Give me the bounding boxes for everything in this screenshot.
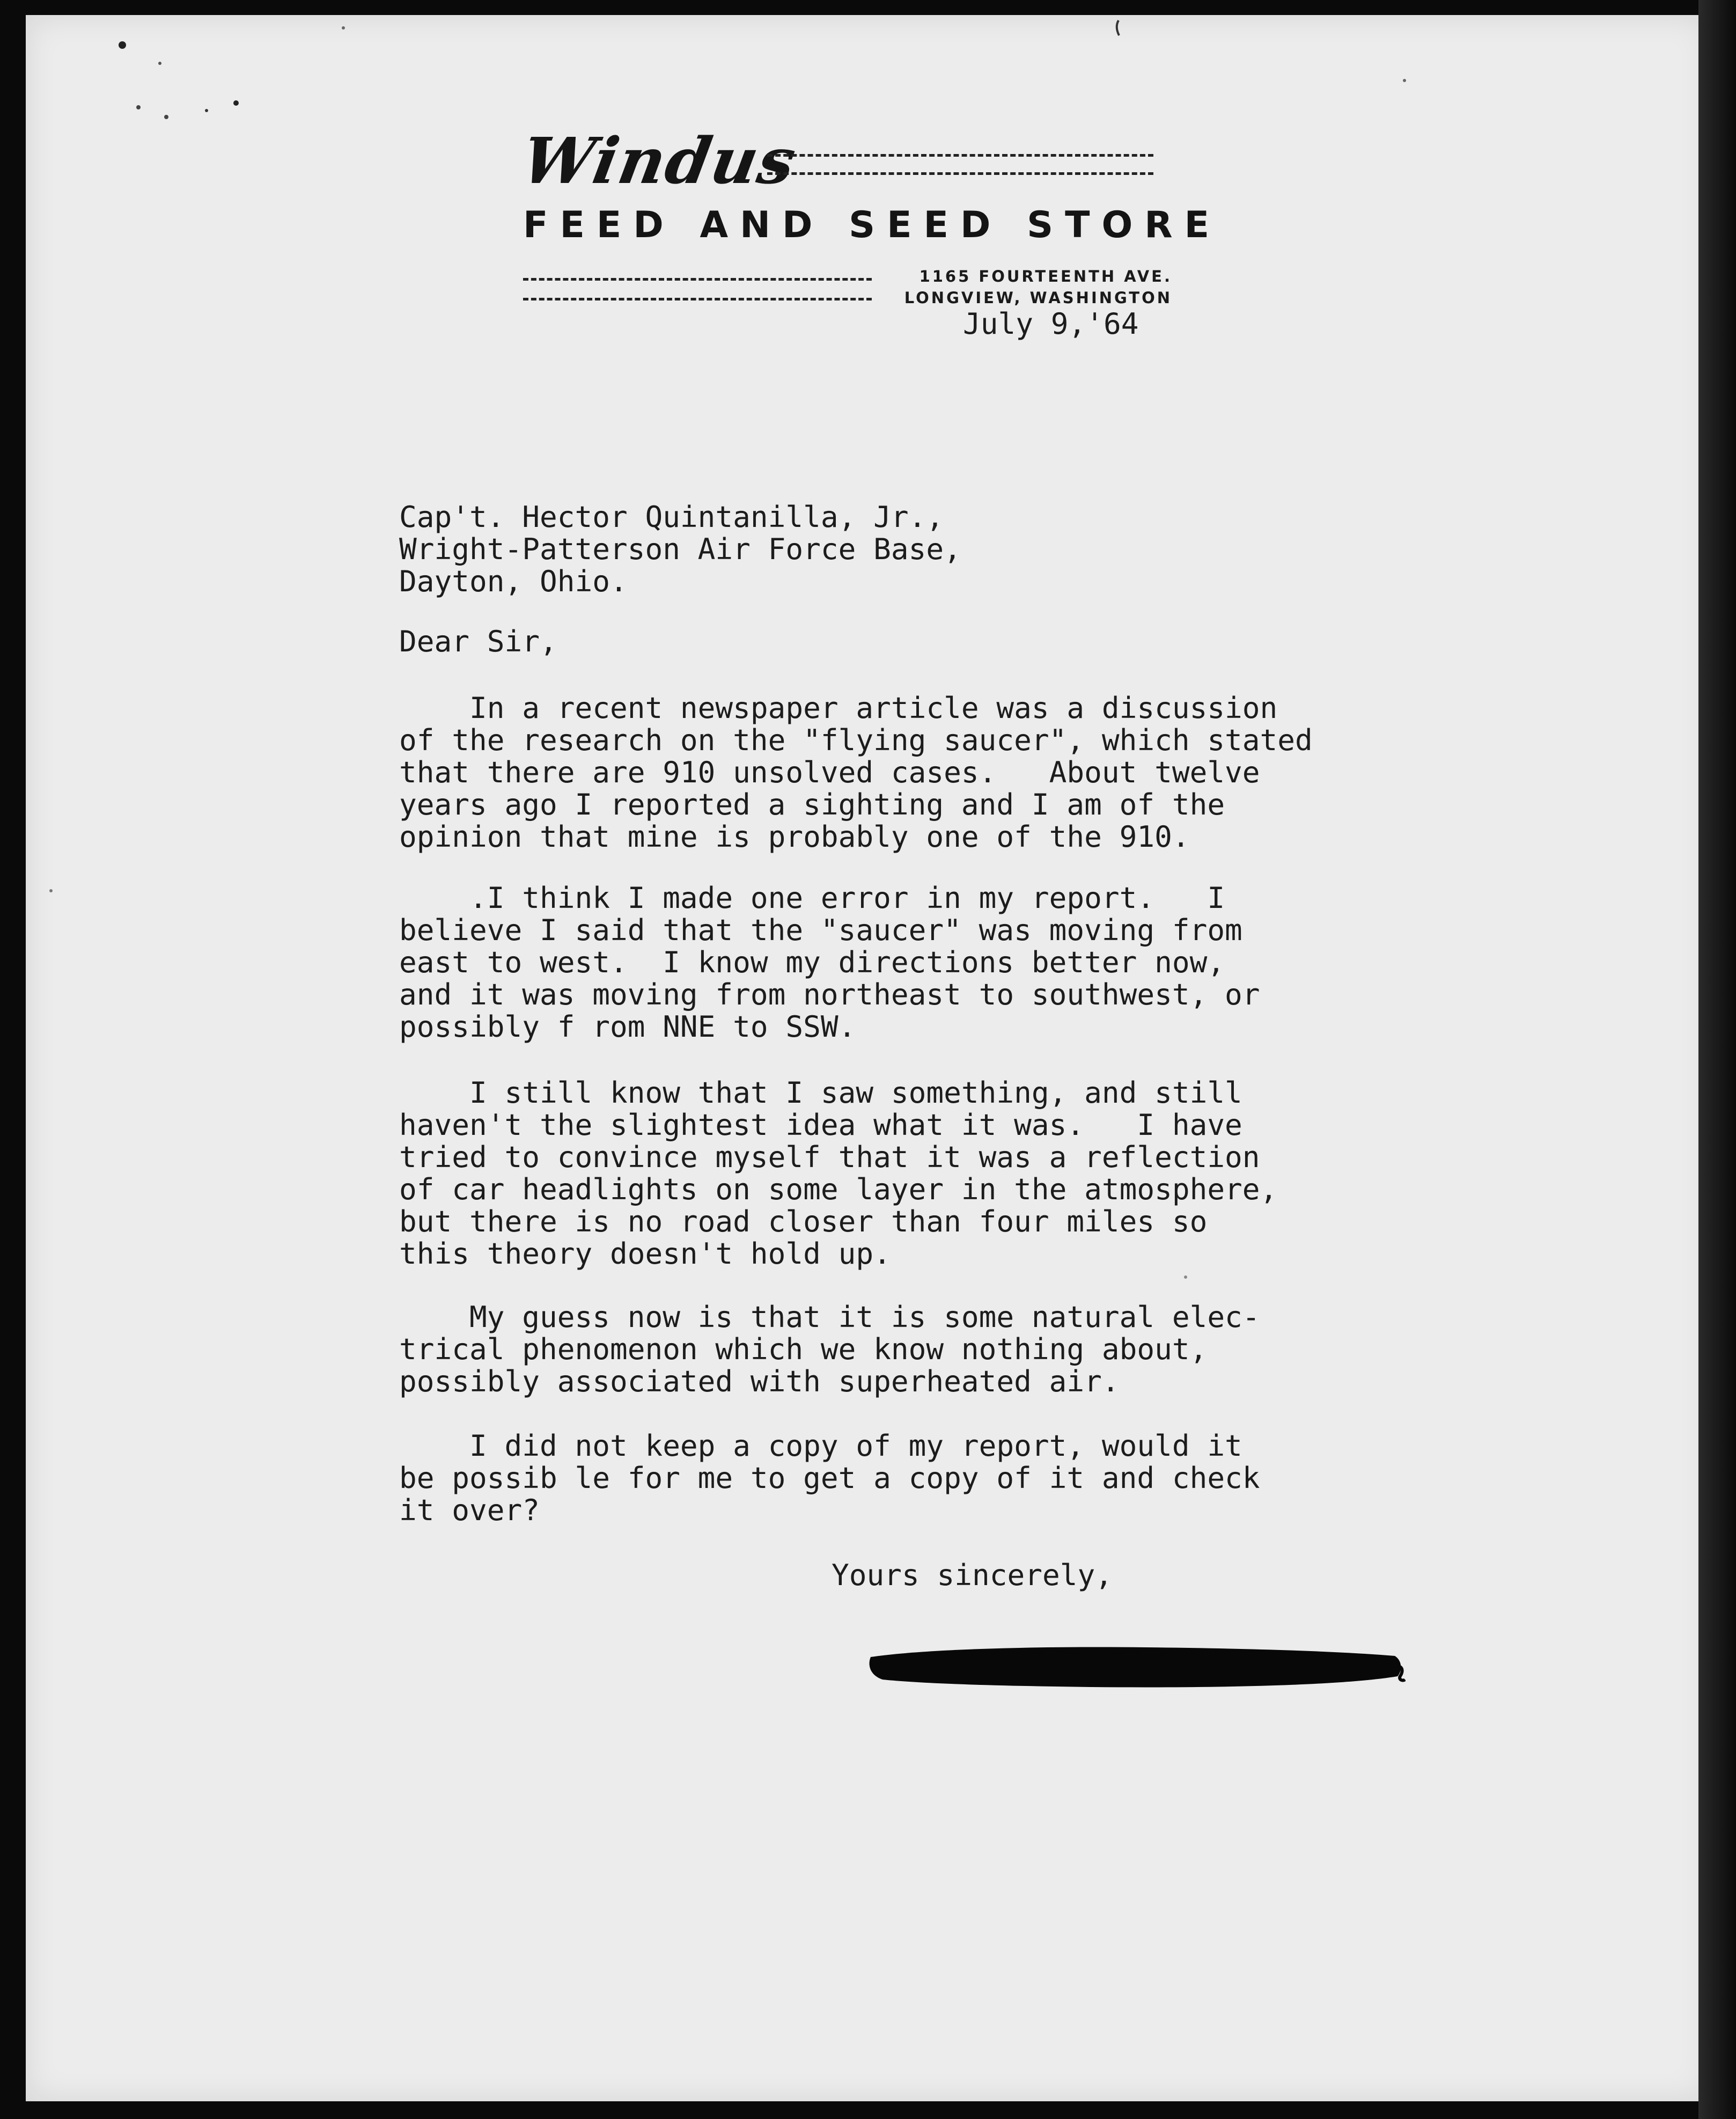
paragraph-line: In a recent newspaper article was a discussion (399, 691, 1278, 725)
paragraph-line: opinion that mine is probably one of the 910. (399, 820, 1190, 854)
paragraph-line: years ago I reported a sighting and I am of the (399, 788, 1225, 822)
logo-row (516, 121, 1172, 201)
recipient-line: Wright-Patterson Air Force Base, (399, 532, 961, 566)
scan-edge (1698, 0, 1736, 2119)
address-rule-2 (523, 298, 872, 300)
letter-date: July 9,'64 (963, 307, 1139, 341)
paragraph-line: east to west. I know my directions better now, (399, 945, 1225, 979)
redacted-signature (866, 1637, 1406, 1690)
paragraph-4 (399, 1301, 1260, 1398)
address-rule-1 (523, 278, 872, 281)
paragraph-line: that there are 910 unsolved cases. About twelve (399, 756, 1260, 789)
paragraph-line: I still know that I saw something, and still (399, 1076, 1242, 1110)
logo-rule-1 (767, 154, 1153, 157)
recipient-address (399, 501, 961, 598)
windus-logo: Windus (516, 123, 803, 198)
recipient-line: Dayton, Ohio. (399, 564, 628, 598)
paragraph-line: My guess now is that it is some natural elec- (399, 1300, 1260, 1334)
paragraph-line: possibly f rom NNE to SSW. (399, 1010, 856, 1044)
paragraph-2 (399, 882, 1260, 1043)
paragraph-line: trical phenomenon which we know nothing about, (399, 1332, 1208, 1366)
paragraph-5 (399, 1430, 1260, 1527)
paragraph-line: haven't the slightest idea what it was. I have (399, 1108, 1242, 1142)
store-name: FEED AND SEED STORE (523, 204, 1222, 246)
salutation: Dear Sir, (399, 625, 557, 658)
paragraph-line: .I think I made one error in my report. I (399, 881, 1225, 915)
paragraph-line: tried to convince myself that it was a reflection (399, 1140, 1260, 1174)
paragraph-line: and it was moving from northeast to southwest, or (399, 978, 1260, 1011)
paragraph-line: be possib le for me to get a copy of it and check (399, 1461, 1260, 1495)
paragraph-line: possibly associated with superheated air. (399, 1365, 1120, 1398)
logo-rule-2 (767, 172, 1153, 175)
paragraph-line: this theory doesn't hold up. (399, 1237, 891, 1271)
paragraph-line: it over? (399, 1493, 540, 1527)
paragraph-line: I did not keep a copy of my report, would it (399, 1429, 1242, 1463)
address-line-1: 1165 FOURTEENTH AVE. (919, 267, 1172, 285)
paragraph-line: believe I said that the "saucer" was moving from (399, 913, 1242, 947)
address-line-2: LONGVIEW, WASHINGTON (904, 289, 1172, 307)
paragraph-line: of the research on the "flying saucer", which stated (399, 723, 1313, 757)
closing: Yours sincerely, (832, 1558, 1113, 1592)
recipient-line: Cap't. Hector Quintanilla, Jr., (399, 500, 944, 534)
paragraph-line: but there is no road closer than four miles so (399, 1205, 1208, 1238)
paragraph-3 (399, 1077, 1277, 1270)
paragraph-1 (399, 692, 1313, 853)
paragraph-line: of car headlights on some layer in the atmosphere, (399, 1172, 1278, 1206)
